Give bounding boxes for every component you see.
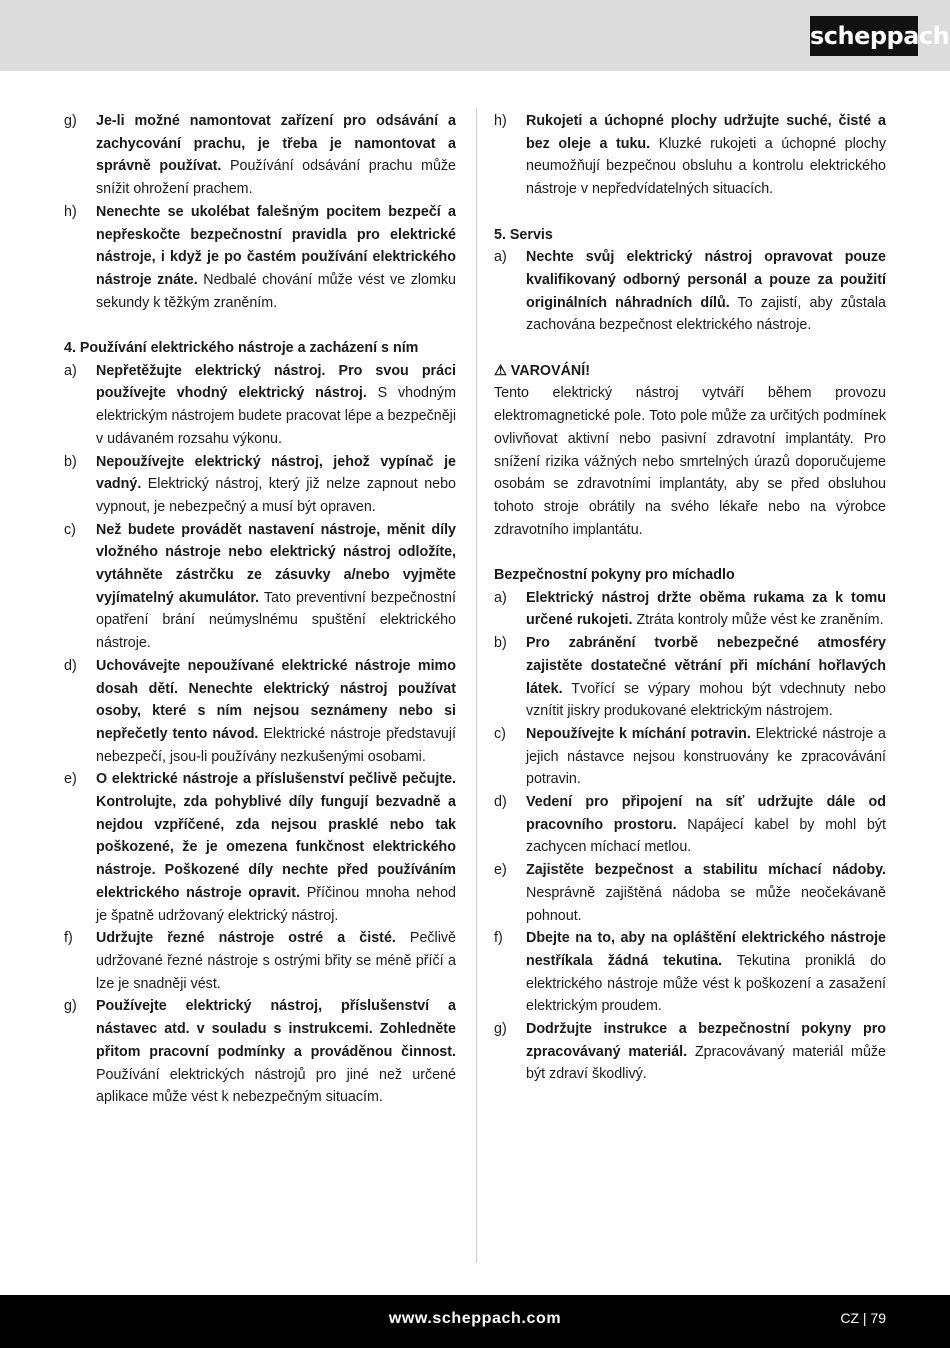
list-item: f) Dbejte na to, aby na opláštění elektrického nástroje nestříkala žádná tekutina. Tekutina proniklá do elektrického nástroje může vést k poškození a zasažení elektrickým proudem. <box>494 930 886 1015</box>
page-number: CZ | 79 <box>840 1310 886 1326</box>
list-item: b) Pro zabránění tvorbě nebezpečné atmosféry zajistěte dostatečné větrání při míchání hořlavých látek. Tvořící se výpary mohou být vdechnuty nebo vznítit jiskry produkované elektrickým nástrojem. <box>494 635 886 720</box>
header-bar <box>0 0 950 71</box>
website-link[interactable]: www.scheppach.com <box>388 1310 562 1327</box>
list-left-2 <box>64 360 456 1109</box>
list-item: b) Nepoužívejte elektrický nástroj, jehož vypínač je vadný. Elektrický nástroj, který již nelze zapnout nebo vypnout, je nebezpečný a musí být opraven. <box>64 453 456 515</box>
list-item: g) Dodržujte instrukce a bezpečnostní pokyny pro zpracovávaný materiál. Zpracovávaný materiál může být zdraví škodlivý. <box>494 1021 886 1083</box>
list-item: g) Používejte elektrický nástroj, příslušenství a nástavec atd. v souladu s instrukcemi. Zohledněte přitom pracovní podmínky a prováděnou činnost. Používání elektrických nástrojů pro jiné než určené aplikace může vést k nebezpečným situacím. <box>64 998 456 1106</box>
left-column <box>64 110 456 1109</box>
mixer-safety-heading: Bezpečnostní pokyny pro míchadlo <box>494 567 735 584</box>
column-divider <box>476 108 477 1263</box>
scheppach-logo: scheppach <box>810 16 918 56</box>
list-item: e) O elektrické nástroje a příslušenství pečlivě pečujte. Kontrolujte, zda pohyblivé díly fungují bezvadně a nejdou vzpříčené, zda nejsou prasklé nebo tak poškozené, že je omezena funkčnost elektrického nástroje. Poškozené díly nechte před používáním elektrického nástroje opravit. Příčinou mnoha nehod je špatně udržovaný elektrický nástroj. <box>64 771 456 924</box>
list-item: f) Udržujte řezné nástroje ostré a čisté. Pečlivě udržované řezné nástroje s ostrými břity se méně příčí a lze je snadněji vést. <box>64 930 457 992</box>
list-item: g) Je-li možné namontovat zařízení pro odsávání a zachycování prachu, je třeba je namontovat a správně používat. Používání odsávání prachu může snížit ohrožení prachem. <box>64 113 457 198</box>
warning-title: ⚠ VAROVÁNÍ! <box>494 362 590 379</box>
list-item: e) Zajistěte bezpečnost a stabilitu míchací nádoby. Nesprávně zajištěná nádoba se může neočekávaně pohnout. <box>494 862 886 924</box>
list-item: c) Než budete provádět nastavení nástroje, měnit díly vložného nástroje nebo elektrický nástroj odložíte, vytáhněte zástrčku ze zásuvky a/nebo vyjměte vyjímatelný akumulátor. Tato preventivní bezpečnostní opatření brání neúmyslnému spuštění elektrického nástroje. <box>64 521 456 652</box>
list-item: d) Vedení pro připojení na síť udržujte dále od pracovního prostoru. Napájecí kabel by mohl být zachycen míchací metlou. <box>494 794 886 856</box>
list-item: a) Nepřetěžujte elektrický nástroj. Pro svou práci používejte vhodný elektrický nástroj. S vhodným elektrickým nástrojem budete pracovat lépe a bezpečněji v udávaném rozsahu výkonu. <box>64 362 456 447</box>
list-item: a) Nechte svůj elektrický nástroj opravovat pouze kvalifikovaný odborný personál a pouze za použití originálních náhradních dílů. To zajistí, aby zůstala zachována bezpečnost elektrického nástroje. <box>494 249 886 334</box>
list-right-2 <box>494 246 886 337</box>
list-right-3 <box>494 587 886 1086</box>
footer-bar <box>0 1295 950 1348</box>
list-item: a) Elektrický nástroj držte oběma rukama za k tomu určené rukojeti. Ztráta kontroly může vést ke zraněním. <box>494 589 886 629</box>
list-item: h) Nenechte se ukolébat falešným pocitem bezpečí a nepřeskočte bezpečnostní pravidla pro elektrické nástroje, i když je po častém používání elektrického nástroje znáte. Nedbalé chování může vést ve zlomku sekundy k těžkým zraněním. <box>64 203 456 311</box>
list-left-1 <box>64 110 456 314</box>
section-heading-5: 5. Servis <box>494 226 553 243</box>
warning-text: Tento elektrický nástroj vytváří během provozu elektromagnetické pole. Toto pole může za určitých podmínek ovlivňovat aktivní nebo pasivní zdravotní implantáty. Pro snížení rizika vážných nebo smrtelných úrazů doporučujeme osobám se zdravotními implantáty, aby se před obsluhou tohoto stroje obrátily na svého lékaře nebo na výrobce zdravotního implantátu. <box>494 385 886 538</box>
list-item: h) Rukojeti a úchopné plochy udržujte suché, čisté a bez oleje a tuku. Kluzké rukojeti a úchopné plochy neumožňují bezpečnou obsluhu a kontrolu elektrického nástroje v nepředvídatelných situacích. <box>494 113 887 198</box>
list-item: c) Nepoužívejte k míchání potravin. Elektrické nástroje a jejich nástavce nejsou konstruovány ke zpracovávání potravin. <box>494 725 886 788</box>
list-right-1 <box>494 110 886 201</box>
section-heading-4: 4. Používání elektrického nástroje a zacházení s ním <box>64 340 419 357</box>
right-column <box>494 110 886 1086</box>
list-item: d) Uchovávejte nepoužívané elektrické nástroje mimo dosah dětí. Nenechte elektrický nástroj používat osoby, které s ním nejsou seznámeny nebo si nepřečetly tento návod. Elektrické nástroje představují nebezpečí, jsou-li používány nezkušenými osobami. <box>64 657 457 765</box>
